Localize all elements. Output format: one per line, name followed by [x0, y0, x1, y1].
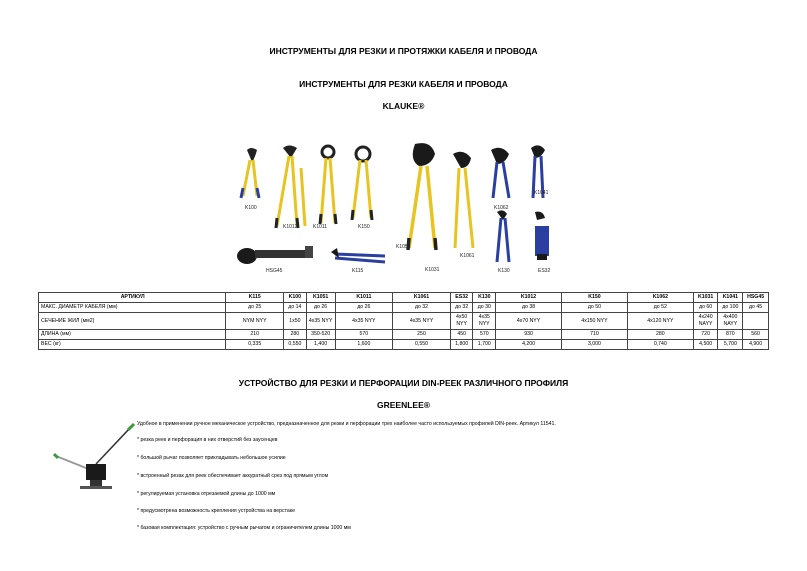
table-cell: 570	[473, 330, 496, 340]
tool-label-k130: K130	[498, 268, 510, 274]
table-row	[39, 330, 769, 340]
table-row	[39, 340, 769, 350]
tool-label-k1041: K1041	[534, 190, 549, 196]
tool-label-k1062: K1062	[494, 205, 509, 211]
tool-hsg45	[237, 246, 313, 264]
greenlee-device-image	[50, 418, 140, 498]
table-cell: 250	[393, 330, 451, 340]
table-cell: 1,800	[450, 340, 473, 350]
table-cell: 450	[450, 330, 473, 340]
table-cell: до 26	[335, 303, 393, 313]
table-cell: 4х400 NAYY	[718, 313, 743, 330]
table-cell: 4х35 NYY	[335, 313, 393, 330]
tool-es32	[535, 212, 549, 260]
table-row-label: МАКС. ДИАМЕТР КАБЕЛЯ (мм)	[39, 303, 226, 313]
tool-label-k115: K115	[352, 268, 364, 274]
table-header-cell: K1041	[718, 293, 743, 303]
table-cell: 0,740	[627, 340, 693, 350]
tool-k1011	[320, 146, 336, 224]
table-cell: до 60	[693, 303, 718, 313]
table-cell: 930	[496, 330, 562, 340]
table-header-cell: K1012	[496, 293, 562, 303]
table-header-cell: K130	[473, 293, 496, 303]
feature-bullet: * резка реек и перфорация в них отверстий без заусенцев	[137, 437, 278, 443]
table-cell: 5,700	[718, 340, 743, 350]
table-header-row	[39, 293, 769, 303]
tool-label-k1031: K1031	[425, 267, 440, 273]
table-header-cell: K1062	[627, 293, 693, 303]
table-cell: 1х50	[284, 313, 307, 330]
table-header-cell: АРТИКУЛ	[39, 293, 226, 303]
feature-bullet: * базовая комплектация: устройство с ручным рычагом и ограничителем длины 1000 мм	[137, 525, 351, 531]
section-title-cutting: ИНСТРУМЕНТЫ ДЛЯ РЕЗКИ КАБЕЛЯ И ПРОВОДА	[299, 79, 508, 89]
tool-label-es32: ES32	[538, 268, 551, 274]
tool-k1041	[491, 148, 509, 198]
table-cell: 710	[562, 330, 628, 340]
feature-bullet: * регулируемая установка отрезаемой длины до 1000 мм	[137, 491, 276, 497]
table-cell	[743, 313, 769, 330]
table-cell: 4х70 NYY	[496, 313, 562, 330]
table-header-cell: K1011	[335, 293, 393, 303]
table-cell: 280	[284, 330, 307, 340]
tool-label-k1051: K1051	[396, 244, 411, 250]
table-cell: 280	[627, 330, 693, 340]
table-cell: NYM NYY	[226, 313, 284, 330]
tool-label-k1012: K1012	[283, 224, 298, 230]
klauke-tools-image	[235, 138, 565, 280]
table-cell: 3,000	[562, 340, 628, 350]
brand-greenlee: GREENLEE®	[376, 400, 431, 410]
table-row-label: ВЕС (кг)	[39, 340, 226, 350]
table-cell: 0,335	[226, 340, 284, 350]
feature-bullet: * предусмотрена возможность крепления устройства на верстаке	[137, 508, 295, 514]
table-cell: 1,600	[335, 340, 393, 350]
table-cell: 4,500	[693, 340, 718, 350]
table-cell: 4,200	[496, 340, 562, 350]
table-cell: 1,400	[306, 340, 335, 350]
table-row-label: СЕЧЕНИЕ ЖИЛ (мм2)	[39, 313, 226, 330]
table-cell: 570	[335, 330, 393, 340]
feature-bullet: * встроенный резак для реек обеспечивает аккуратный срез под прямым углом	[137, 473, 329, 479]
table-row	[39, 313, 769, 330]
spec-table	[38, 292, 769, 350]
table-cell: до 25	[226, 303, 284, 313]
table-header-cell: K115	[226, 293, 284, 303]
table-header-cell: K1061	[393, 293, 451, 303]
tool-label-k1061: K1061	[460, 253, 475, 259]
table-cell: до 52	[627, 303, 693, 313]
table-cell: до 26	[306, 303, 335, 313]
table-cell: 1,700	[473, 340, 496, 350]
table-header-cell: K1051	[306, 293, 335, 303]
table-cell: до 14	[284, 303, 307, 313]
table-cell: 720	[693, 330, 718, 340]
table-cell: до 100	[718, 303, 743, 313]
tool-label-k150: K150	[358, 224, 370, 230]
table-cell: до 38	[496, 303, 562, 313]
table-cell: 0,550	[393, 340, 451, 350]
tool-k150	[352, 147, 372, 220]
table-cell: до 50	[562, 303, 628, 313]
table-cell: 4х50 NYY	[450, 313, 473, 330]
tool-label-k100: K100	[245, 205, 257, 211]
table-cell: 0,550	[284, 340, 307, 350]
tool-k115	[331, 248, 385, 262]
table-cell: 4х35 NYY	[306, 313, 335, 330]
table-cell: 4х240 NAYY	[693, 313, 718, 330]
table-cell: 350-520	[306, 330, 335, 340]
table-cell: 560	[743, 330, 769, 340]
feature-bullet: * большой рычаг позволяет прикладывать небольшое усилие	[137, 455, 286, 461]
table-cell: 4х35 NYY	[473, 313, 496, 330]
table-row-label: ДЛИНА (мм)	[39, 330, 226, 340]
page-title: ИНСТРУМЕНТЫ ДЛЯ РЕЗКИ И ПРОТЯЖКИ КАБЕЛЯ И ПРОВОДА	[269, 46, 538, 56]
table-header-cell: ES32	[450, 293, 473, 303]
brand-klauke: KLAUKE®	[382, 101, 425, 111]
table-header-cell: K100	[284, 293, 307, 303]
table-cell: 4х120 NYY	[627, 313, 693, 330]
tool-label-hsg45: HSG45	[266, 268, 283, 274]
table-cell: 4,900	[743, 340, 769, 350]
tool-k1012	[276, 146, 305, 229]
table-cell: до 45	[743, 303, 769, 313]
section-title-din: УСТРОЙСТВО ДЛЯ РЕЗКИ И ПЕРФОРАЦИИ DIN-РЕЕК РАЗЛИЧНОГО ПРОФИЛЯ	[238, 378, 569, 388]
tool-k1061	[453, 152, 473, 248]
tool-k1031	[408, 143, 436, 250]
table-cell: 4х150 NYY	[562, 313, 628, 330]
tool-label-k1011: K1011	[313, 224, 328, 230]
table-cell: до 32	[450, 303, 473, 313]
table-cell: до 32	[393, 303, 451, 313]
table-header-cell: HSG45	[743, 293, 769, 303]
table-row	[39, 303, 769, 313]
table-cell: 870	[718, 330, 743, 340]
table-header-cell: K150	[562, 293, 628, 303]
tool-k100	[241, 148, 259, 198]
tool-k130	[497, 210, 509, 262]
product-description: Удобное в применении ручное механическое устройство, предназначенное для резки и перфорации трех наиболее часто используемых профилей DIN-реек. Артикул 11541.	[137, 421, 556, 427]
table-cell: до 30	[473, 303, 496, 313]
table-cell: 210	[226, 330, 284, 340]
table-header-cell: K1031	[693, 293, 718, 303]
table-cell: 4х35 NYY	[393, 313, 451, 330]
